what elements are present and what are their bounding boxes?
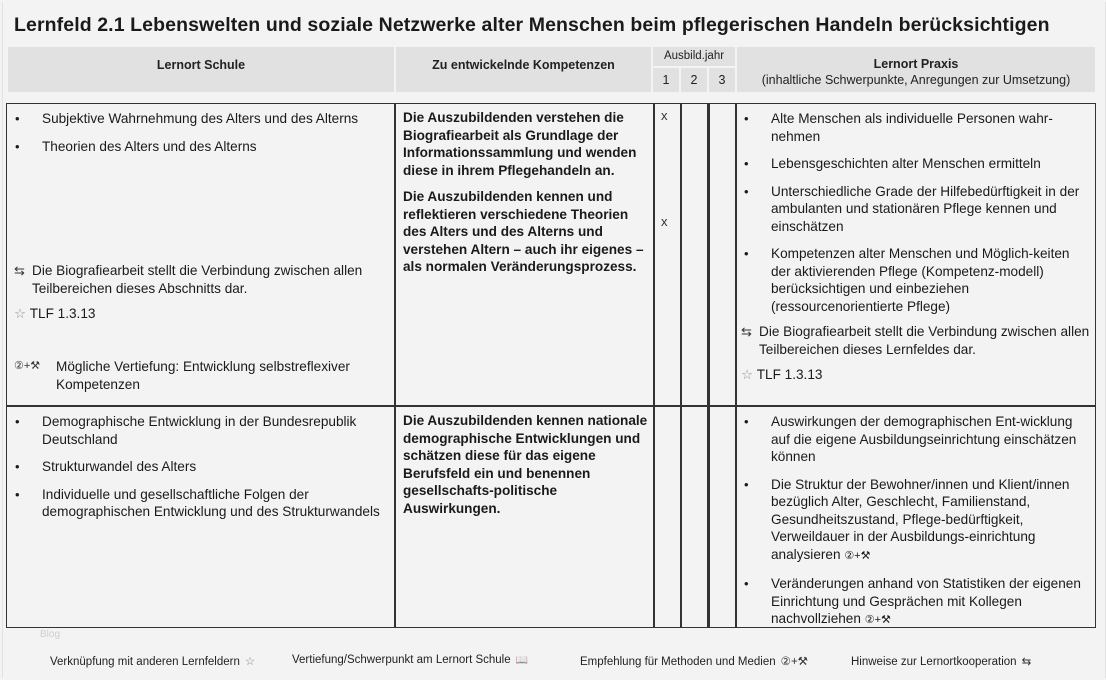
method-note: Mögliche Vertiefung: Entwicklung selbstreflexiver Kompetenzen bbox=[56, 359, 350, 392]
row1-school-method bbox=[14, 358, 389, 393]
divider bbox=[394, 103, 396, 628]
star-icon: ☆ bbox=[741, 367, 754, 382]
list-item: • Kompetenzen alter Menschen und Möglich-keiten der aktivierenden Pflege (Kompetenz-modell) berücksichtigen und einbeziehen (ressourcenorientierte Pflege) bbox=[741, 245, 1091, 315]
star-icon: ☆ bbox=[244, 656, 256, 668]
cooperation-arrows-icon: ⇆ bbox=[741, 324, 752, 339]
year-mark: x bbox=[661, 108, 668, 123]
header-year-2 bbox=[681, 68, 707, 92]
list-item: • Alte Menschen als individuelle Personen wahr-nehmen bbox=[741, 110, 1091, 145]
cooperation-arrows-icon: ⇆ bbox=[14, 263, 25, 278]
header-year-1 bbox=[653, 68, 679, 92]
row2-competences bbox=[403, 412, 648, 517]
star-icon: ☆ bbox=[14, 306, 27, 321]
method-tools-icon: ②+⚒ bbox=[780, 656, 808, 668]
list-item: • Demographische Entwicklung in der Bundesrepublik Deutschland bbox=[12, 413, 387, 448]
competence-text: Die Auszubildenden verstehen die Biografiearbeit als Grundlage der Informationssammlung und wenden diese in ihrem Pflegehandeln an. bbox=[403, 110, 637, 178]
header-year bbox=[653, 47, 735, 66]
book-icon: 📖 bbox=[515, 655, 529, 666]
list-item: • Strukturwandel des Alters bbox=[12, 458, 387, 476]
row2-school bbox=[12, 413, 387, 531]
row1-school bbox=[12, 110, 387, 165]
header-year-label: Ausbild.jahr bbox=[663, 50, 725, 62]
competence-text: Die Auszubildenden kennen und reflektieren verschiedene Theorien des Alters und des Alterns und verstehen Altern – auch ihr eigenes – als normalen Veränderungsprozess. bbox=[403, 189, 644, 274]
header-year-3 bbox=[709, 68, 735, 92]
row1-practice bbox=[741, 110, 1091, 384]
watermark: Blog bbox=[40, 629, 61, 640]
header-practice bbox=[737, 47, 1095, 92]
header-school bbox=[8, 47, 394, 92]
year-1-label: 1 bbox=[662, 73, 670, 87]
legend-method bbox=[580, 654, 808, 668]
row1-competences bbox=[403, 109, 648, 276]
list-item: • Auswirkungen der demographischen Ent-wicklung auf die eigene Ausbildungseinrichtung einschätzen können bbox=[741, 413, 1091, 466]
list-item-text: Die Struktur der Bewohner/innen und Klient/innen bezüglich Alter, Geschlecht, Familienstand, Gesundheitszustand, Pflege-bedürftigkeit, Verweildauer in der Ausbildungs-einrichtung analysieren bbox=[771, 476, 1070, 562]
legend-link-label: Verknüpfung mit anderen Lernfeldern bbox=[50, 656, 240, 668]
link-note: TLF 1.3.13 bbox=[756, 367, 823, 382]
legend-focus bbox=[292, 654, 528, 666]
legend-focus-label: Vertiefung/Schwerpunkt am Lernort Schule bbox=[292, 654, 511, 666]
list-item bbox=[741, 476, 1091, 566]
header-practice-label: Lernort Praxis bbox=[873, 57, 959, 71]
list-item: • Individuelle und gesellschaftliche Folgen der demographischen Entwicklung und des Strukturwandels bbox=[12, 486, 387, 521]
divider bbox=[653, 103, 655, 628]
method-tools-icon: ②+⚒ bbox=[14, 360, 41, 372]
header-practice-sub: (inhaltliche Schwerpunkte, Anregungen zur Umsetzung) bbox=[761, 73, 1071, 87]
page-title: Lernfeld 2.1 Lebenswelten und soziale Netzwerke alter Menschen beim pflegerischen Handeln berücksichtigen bbox=[14, 14, 1050, 36]
year-mark: x bbox=[661, 214, 668, 229]
row1-school-link bbox=[14, 305, 374, 323]
divider bbox=[735, 103, 737, 628]
row-divider bbox=[6, 405, 1096, 407]
list-item: • Subjektive Wahrnehmung des Alters und des Alterns bbox=[12, 110, 387, 128]
divider bbox=[680, 103, 682, 628]
header-competence-label: Zu entwickelnde Kompetenzen bbox=[432, 58, 615, 72]
cooperation-note: Die Biografiearbeit stellt die Verbindung zwischen allen Teilbereichen dieses Lernfeldes dar. bbox=[759, 324, 1090, 357]
list-item bbox=[741, 575, 1091, 630]
row1-school-cooperation bbox=[14, 262, 374, 297]
row2-practice bbox=[741, 413, 1091, 640]
legend-cooperation-label: Hinweise zur Lernortkooperation bbox=[851, 656, 1017, 668]
header-competence bbox=[396, 47, 651, 92]
header-school-label: Lernort Schule bbox=[156, 58, 246, 72]
legend-cooperation bbox=[851, 654, 1031, 668]
cooperation-arrows-icon: ⇆ bbox=[1021, 656, 1032, 668]
legend-method-label: Empfehlung für Methoden und Medien bbox=[580, 656, 776, 668]
year-2-label: 2 bbox=[690, 73, 698, 87]
cooperation-note: Die Biografiearbeit stellt die Verbindung zwischen allen Teilbereichen dieses Abschnitts dar. bbox=[32, 263, 363, 296]
list-item: • Theorien des Alters und des Alterns bbox=[12, 138, 387, 156]
competence-text: Die Auszubildenden kennen nationale demographische Entwicklungen und schätzen diese für das eigene Berufsfeld ein und benennen gesellschafts-politische Auswirkungen. bbox=[403, 413, 648, 516]
list-item: • Unterschiedliche Grade der Hilfebedürftigkeit in der ambulanten und stationären Pflege kennen und einschätzen bbox=[741, 183, 1091, 236]
method-tools-icon: ②+⚒ bbox=[844, 549, 871, 562]
list-item-text: Veränderungen anhand von Statistiken der eigenen Einrichtung und Gesprächen mit Kollegen nachvollziehen bbox=[771, 576, 1081, 626]
legend-link bbox=[50, 654, 255, 668]
year-3-label: 3 bbox=[718, 73, 726, 87]
method-tools-icon: ②+⚒ bbox=[864, 614, 891, 626]
list-item: • Lebensgeschichten alter Menschen ermitteln bbox=[741, 155, 1091, 173]
link-note: TLF 1.3.13 bbox=[29, 306, 96, 321]
divider bbox=[707, 103, 710, 628]
